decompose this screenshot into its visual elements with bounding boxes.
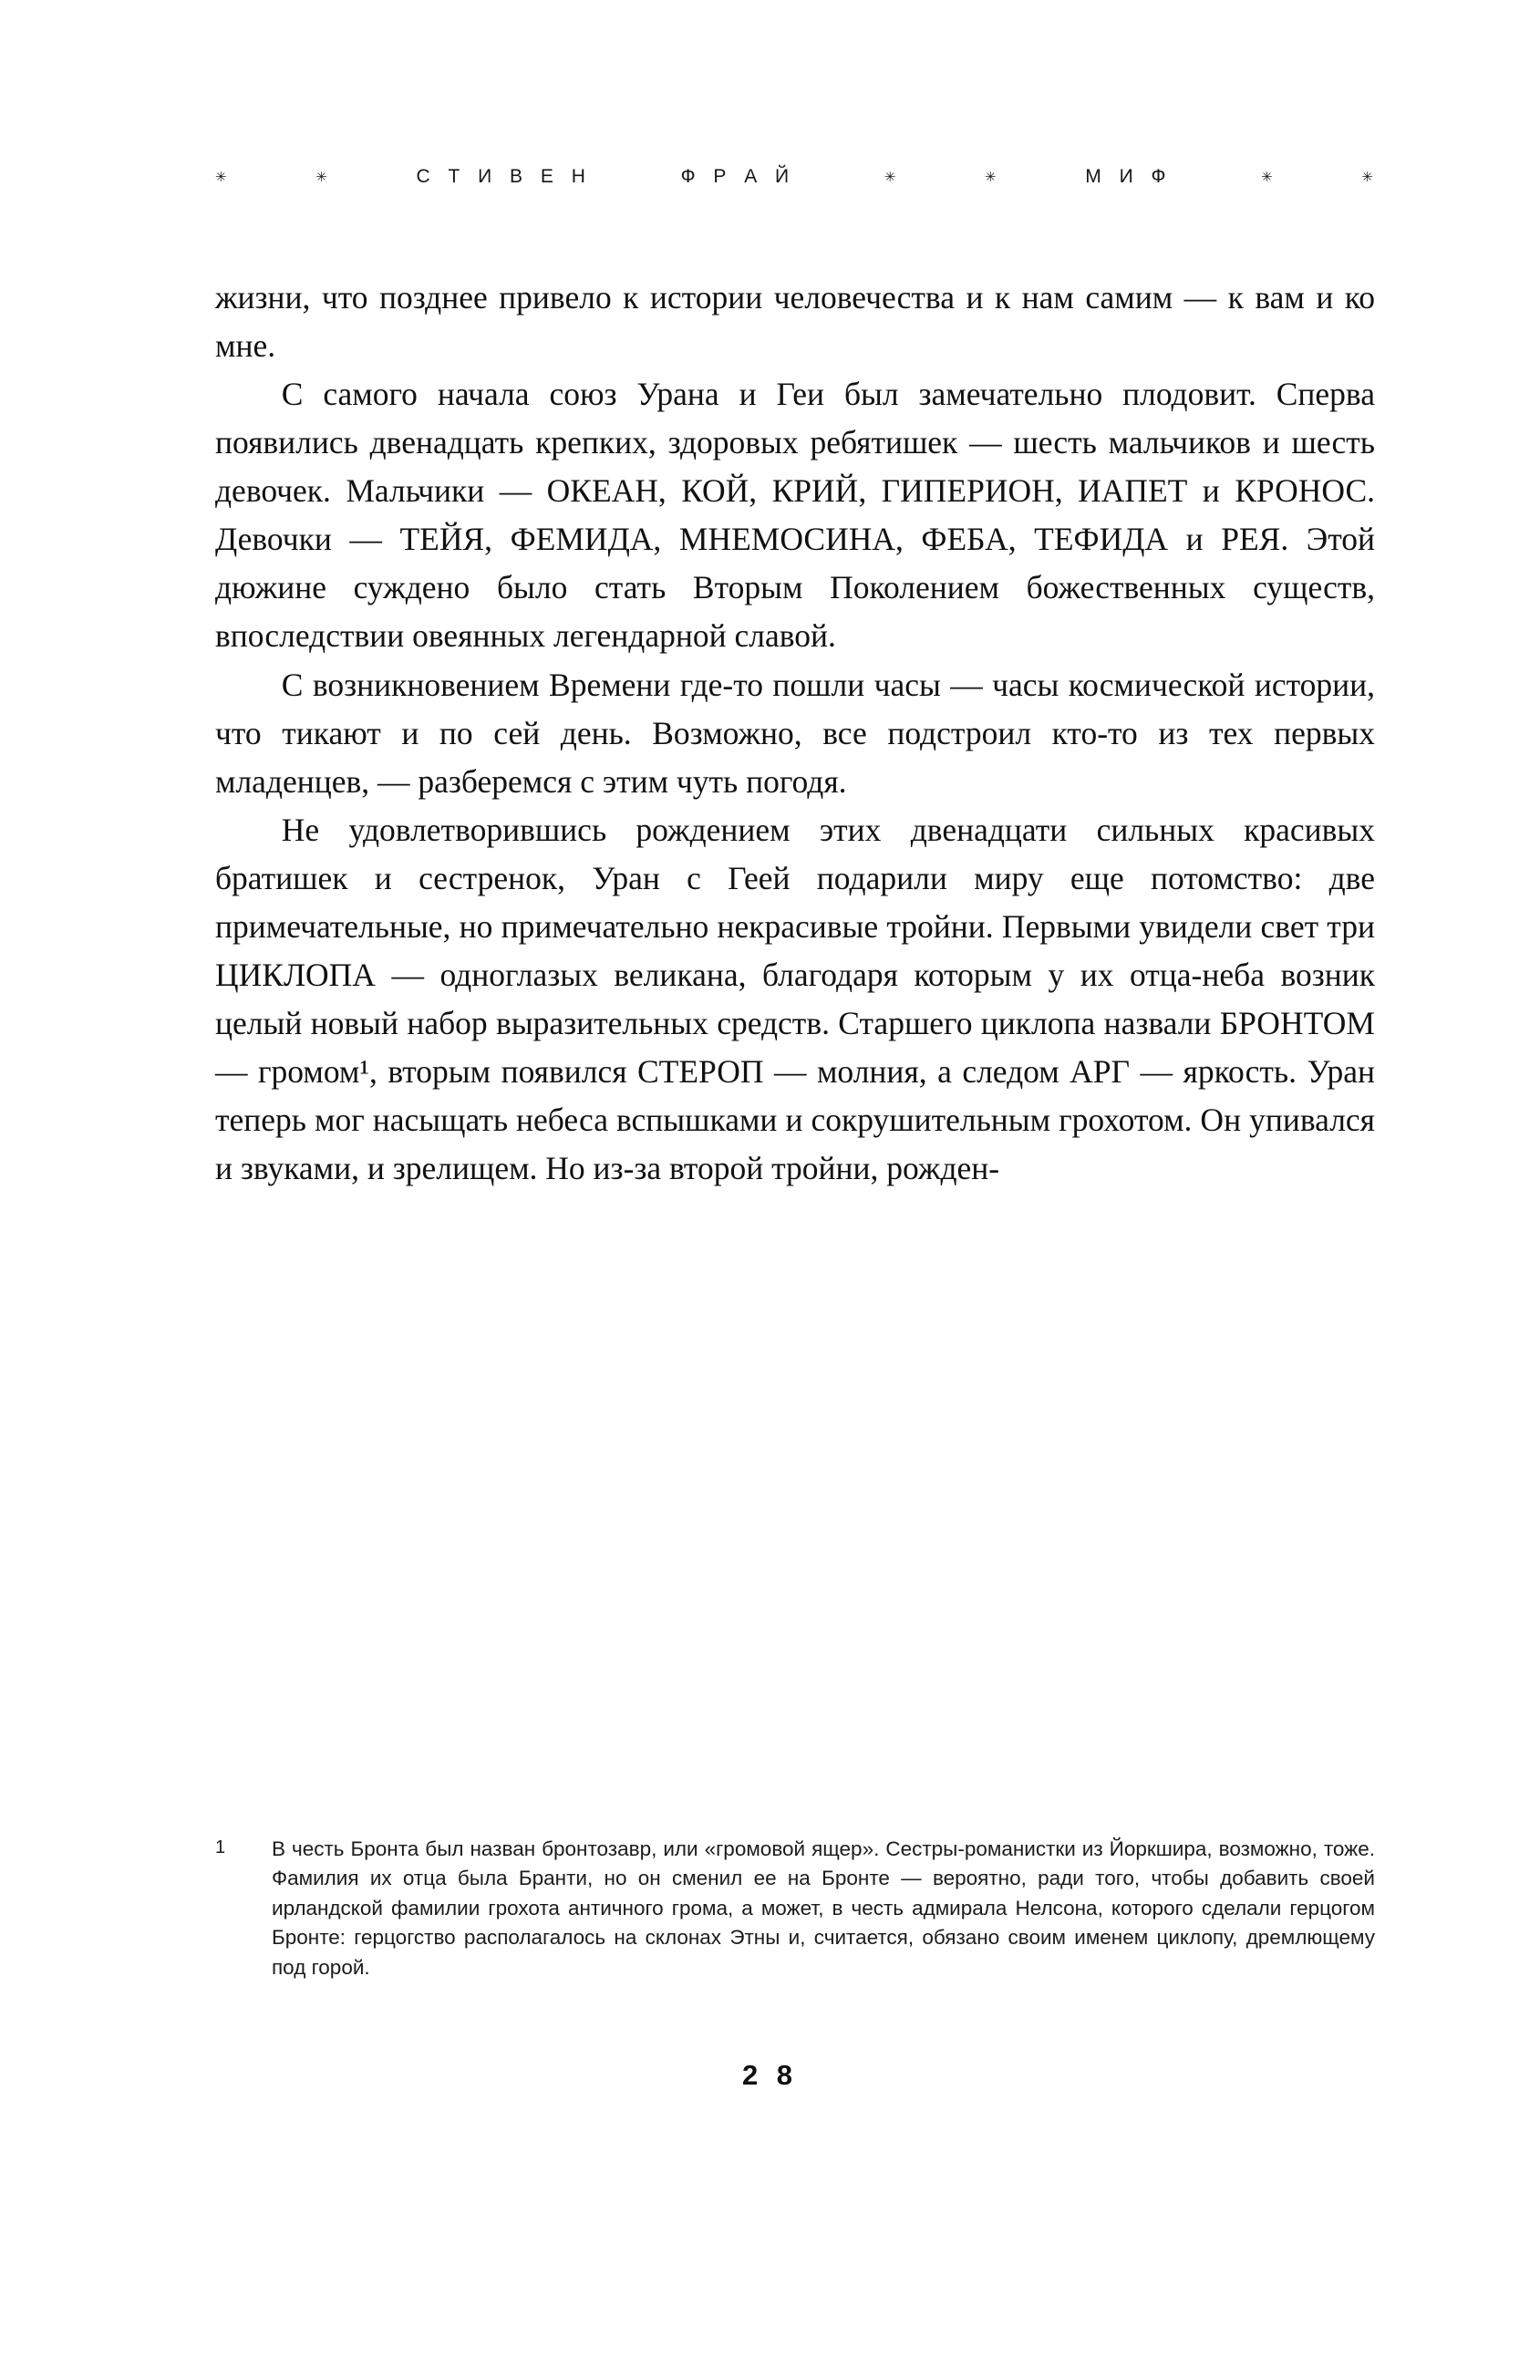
page-number: 2 8 — [741, 2059, 799, 2091]
paragraph: Не удовлетворившись рождением этих двенадцати сильных красивых братишек и сестренок, Уран с Геей подарили миру еще потомство: две примечательные, но примечательно некрасивые тройни. Первыми увидели свет три ЦИКЛОПА — одноглазых великана, благодаря которым у их отца-неба возник целый новый набор выразительных средств. Старшего циклопа назвали БРОНТОМ — громом¹, вторым появился СТЕРОП — молния, а следом АРГ — яркость. Уран теперь мог насыщать небеса вспышками и сокрушительным грохотом. Он упивался и звуками, и зрелищем. Но из-за второй тройни, рожден- — [215, 811, 1375, 1187]
body-text — [215, 274, 1375, 1193]
asterisk-icon: ✳ — [315, 169, 327, 185]
running-head-author: С Т И В Е Н — [416, 166, 592, 187]
running-head-title: М И Ф — [1085, 166, 1173, 187]
asterisk-icon: ✳ — [884, 169, 896, 185]
asterisk-icon: ✳ — [1361, 169, 1373, 185]
footnote-marker: 1 — [215, 1837, 226, 1857]
running-head — [215, 166, 1373, 188]
footnote-text: В честь Бронта был назван бронтозавр, или «громовой ящер». Сестры-романистки из Йоркшира, возможно, тоже. Фамилия их отца была Бранти, но он сменил ее на Бронте — вероятно, ради того, чтобы добавить своей ирландской фамилии грохота античного грома, а может, в честь адмирала Нелсона, которого сделали герцогом Бронте: герцогство располагалось на склонах Этны и, считается, обязано своим именем циклопу, дремлющему под горой. — [272, 1837, 1375, 1979]
paragraph: жизни, что позднее привело к истории человечества и к нам самим — к вам и ко мне. — [215, 279, 1375, 365]
asterisk-icon: ✳ — [215, 169, 227, 185]
paragraph: С самого начала союз Урана и Геи был замечательно плодовит. Сперва появились двенадцать крепких, здоровых ребятишек — шесть мальчиков и шесть девочек. Мальчики — ОКЕАН, КОЙ, КРИЙ, ГИПЕРИОН, ИАПЕТ и КРОНОС. Девочки — ТЕЙЯ, ФЕМИДА, МНЕМОСИНА, ФЕБА, ТЕФИДА и РЕЯ. Этой дюжине суждено было стать Вторым Поколением божественных существ, впоследствии овеянных легендарной славой. — [215, 376, 1375, 655]
asterisk-icon: ✳ — [1261, 169, 1273, 185]
asterisk-icon: ✳ — [985, 169, 997, 185]
paragraph: С возникновением Времени где-то пошли часы — часы космической истории, что тикают и по сей день. Возможно, все подстроил кто-то из тех первых младенцев, — разберемся с этим чуть погодя. — [215, 666, 1375, 800]
footnote — [215, 1835, 1375, 1982]
running-head-author-last: Ф Р А Й — [680, 166, 796, 187]
